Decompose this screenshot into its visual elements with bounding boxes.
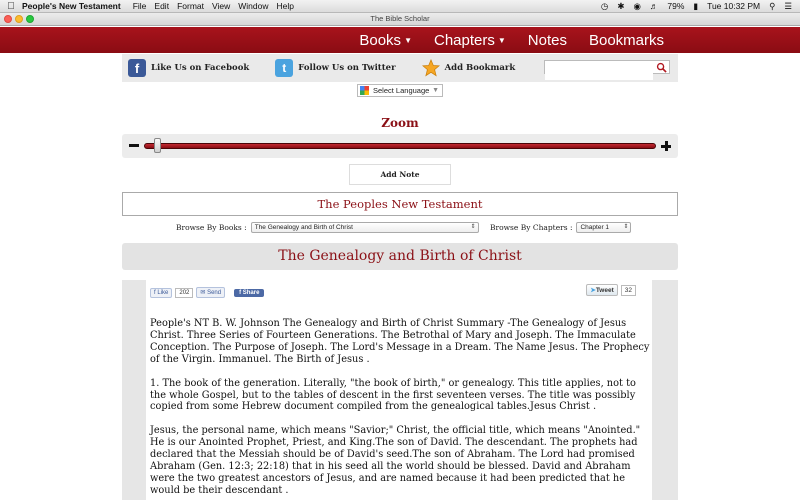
chapter-text — [150, 318, 650, 500]
facebook-icon: f — [154, 289, 156, 296]
paragraph: 1. The book of the generation. Literally, "the book of birth," or genealogy. This title applies, not to the whole Gospel, but to the tables of descent in the first seventeen verses. The title was possibly copied from some Hebrew document compiled from the genealogical tables.Jesus Christ . — [150, 377, 636, 413]
apple-icon[interactable] — [0, 1, 22, 12]
app-menu[interactable]: People's New Testament — [22, 1, 121, 11]
spotlight-icon[interactable]: ⚲ — [769, 0, 776, 11]
time-machine-icon[interactable]: ◷ — [600, 0, 609, 11]
window-controls — [4, 15, 34, 23]
facebook-icon: f — [239, 289, 242, 296]
add-bookmark-label: Add Bookmark — [444, 63, 516, 73]
nav-books-label: Books — [359, 31, 402, 49]
send-icon: ✉ — [200, 290, 206, 296]
chapter-content[interactable] — [146, 280, 652, 500]
chapters-select[interactable] — [576, 222, 631, 233]
facebook-link-label: Like Us on Facebook — [151, 63, 250, 73]
tweet-label: Tweet — [595, 287, 614, 294]
paragraph: People's NT B. W. Johnson The Genealogy and Birth of Christ Summary -The Genealogy of Jesus Christ. Three Series of Fourteen Generations. The Betrothal of Mary and Joseph. The Immaculate Conception. The Purpose of Joseph. The Lord's Message in a Dream. The Name Jesus. The Prophecy of the Virgin. Immanuel. The Birth of Jesus . — [150, 318, 650, 365]
facebook-share-button[interactable] — [234, 289, 264, 297]
google-translate-icon — [360, 86, 369, 95]
browse-chapters-label: Browse By Chapters : — [490, 223, 573, 232]
facebook-icon: f — [128, 59, 146, 77]
volume-icon[interactable]: ♬ — [649, 1, 659, 11]
nav-books[interactable] — [359, 32, 412, 49]
social-bar — [122, 54, 678, 82]
dropdown-arrow-icon: ▼ — [432, 87, 439, 94]
books-select[interactable] — [251, 222, 479, 233]
search-box — [544, 60, 670, 74]
books-select-value: The Genealogy and Birth of Christ — [254, 224, 353, 231]
browse-by-chapters — [490, 222, 631, 233]
chapters-select-value: Chapter 1 — [580, 224, 610, 231]
send-label: Send — [207, 290, 222, 296]
window-minimize-button[interactable] — [15, 15, 23, 23]
like-label: Like — [157, 289, 169, 296]
menu-window[interactable]: Window — [238, 1, 269, 11]
menu-format[interactable]: Format — [177, 1, 204, 11]
browse-books-label: Browse By Books : — [176, 223, 247, 232]
facebook-send-button[interactable] — [196, 287, 225, 298]
language-select-label: Select Language — [373, 86, 430, 95]
bluetooth-icon[interactable]: ✱ — [617, 0, 625, 11]
add-bookmark-link[interactable] — [422, 59, 516, 77]
menu-file[interactable]: File — [132, 1, 147, 11]
battery-icon[interactable]: ▮ — [693, 0, 699, 11]
main-nav — [0, 27, 800, 53]
nav-notes[interactable]: Notes — [527, 31, 567, 49]
nav-chapters-label: Chapters — [433, 31, 495, 49]
search-icon[interactable] — [656, 62, 667, 73]
select-arrows-icon: ⇕ — [470, 224, 476, 230]
star-icon — [422, 59, 440, 77]
select-arrows-icon: ⇕ — [623, 224, 629, 230]
facebook-like-button[interactable] — [150, 288, 172, 298]
notification-center-icon[interactable]: ☰ — [784, 0, 792, 11]
menu-help[interactable]: Help — [276, 1, 294, 11]
zoom-in-icon[interactable] — [661, 141, 671, 151]
window-close-button[interactable] — [4, 15, 12, 23]
facebook-share-widget — [150, 287, 264, 298]
tweet-button[interactable] — [586, 284, 617, 296]
twitter-icon: t — [275, 59, 293, 77]
zoom-title: Zoom — [381, 116, 419, 130]
status-area — [601, 1, 800, 12]
clock[interactable]: Tue 10:32 PM — [707, 1, 761, 11]
nav-bookmarks[interactable]: Bookmarks — [588, 31, 664, 49]
tweet-count: 32 — [621, 285, 636, 296]
like-count: 202 — [175, 288, 193, 298]
share-label: Share — [242, 289, 260, 296]
twitter-link-label: Follow Us on Twitter — [298, 63, 396, 73]
book-title: The Peoples New Testament — [122, 192, 678, 216]
paragraph: Jesus, the personal name, which means "Savior;" Christ, the official title, which means "Anointed." He is our Anointed Prophet, Priest, and King.The son of David. The descendant. The prophets had declared that the Messiah should be of David's seed.The son of Abraham. The Lord had promised Abraham (Gen. 12:3; 22:18) that in his seed all the world should be blessed. David and Abraham were the two greatest ancestors of Jesus, and are named because it had been predicted that he would be their descendant . — [150, 425, 641, 496]
chapter-title: The Genealogy and Birth of Christ — [122, 243, 678, 270]
chevron-down-icon: ▼ — [497, 36, 506, 46]
facebook-like-link[interactable] — [128, 59, 249, 77]
window-title: The Bible Scholar — [370, 14, 430, 23]
search-input[interactable] — [545, 68, 653, 80]
window-title-bar — [0, 13, 800, 26]
nav-chapters[interactable] — [434, 32, 506, 49]
battery-percent[interactable]: 79% — [667, 1, 685, 11]
menu-bar — [0, 0, 800, 13]
menu-edit[interactable]: Edit — [154, 1, 170, 11]
menu-view[interactable]: View — [211, 1, 231, 11]
add-note-button[interactable]: Add Note — [349, 164, 451, 185]
twitter-follow-link[interactable] — [275, 59, 395, 77]
zoom-slider-thumb[interactable] — [154, 138, 161, 153]
twitter-bird-icon: ➤ — [590, 287, 596, 294]
zoom-slider-track[interactable] — [144, 143, 656, 149]
zoom-slider-bar — [122, 134, 678, 158]
content-area — [122, 280, 678, 500]
browse-by-books — [176, 222, 479, 233]
language-select[interactable] — [357, 84, 443, 97]
window-zoom-button[interactable] — [26, 15, 34, 23]
zoom-out-icon[interactable] — [129, 144, 139, 147]
tweet-widget — [586, 284, 636, 296]
wifi-icon[interactable]: ◉ — [633, 0, 641, 11]
chevron-down-icon: ▼ — [404, 36, 412, 46]
